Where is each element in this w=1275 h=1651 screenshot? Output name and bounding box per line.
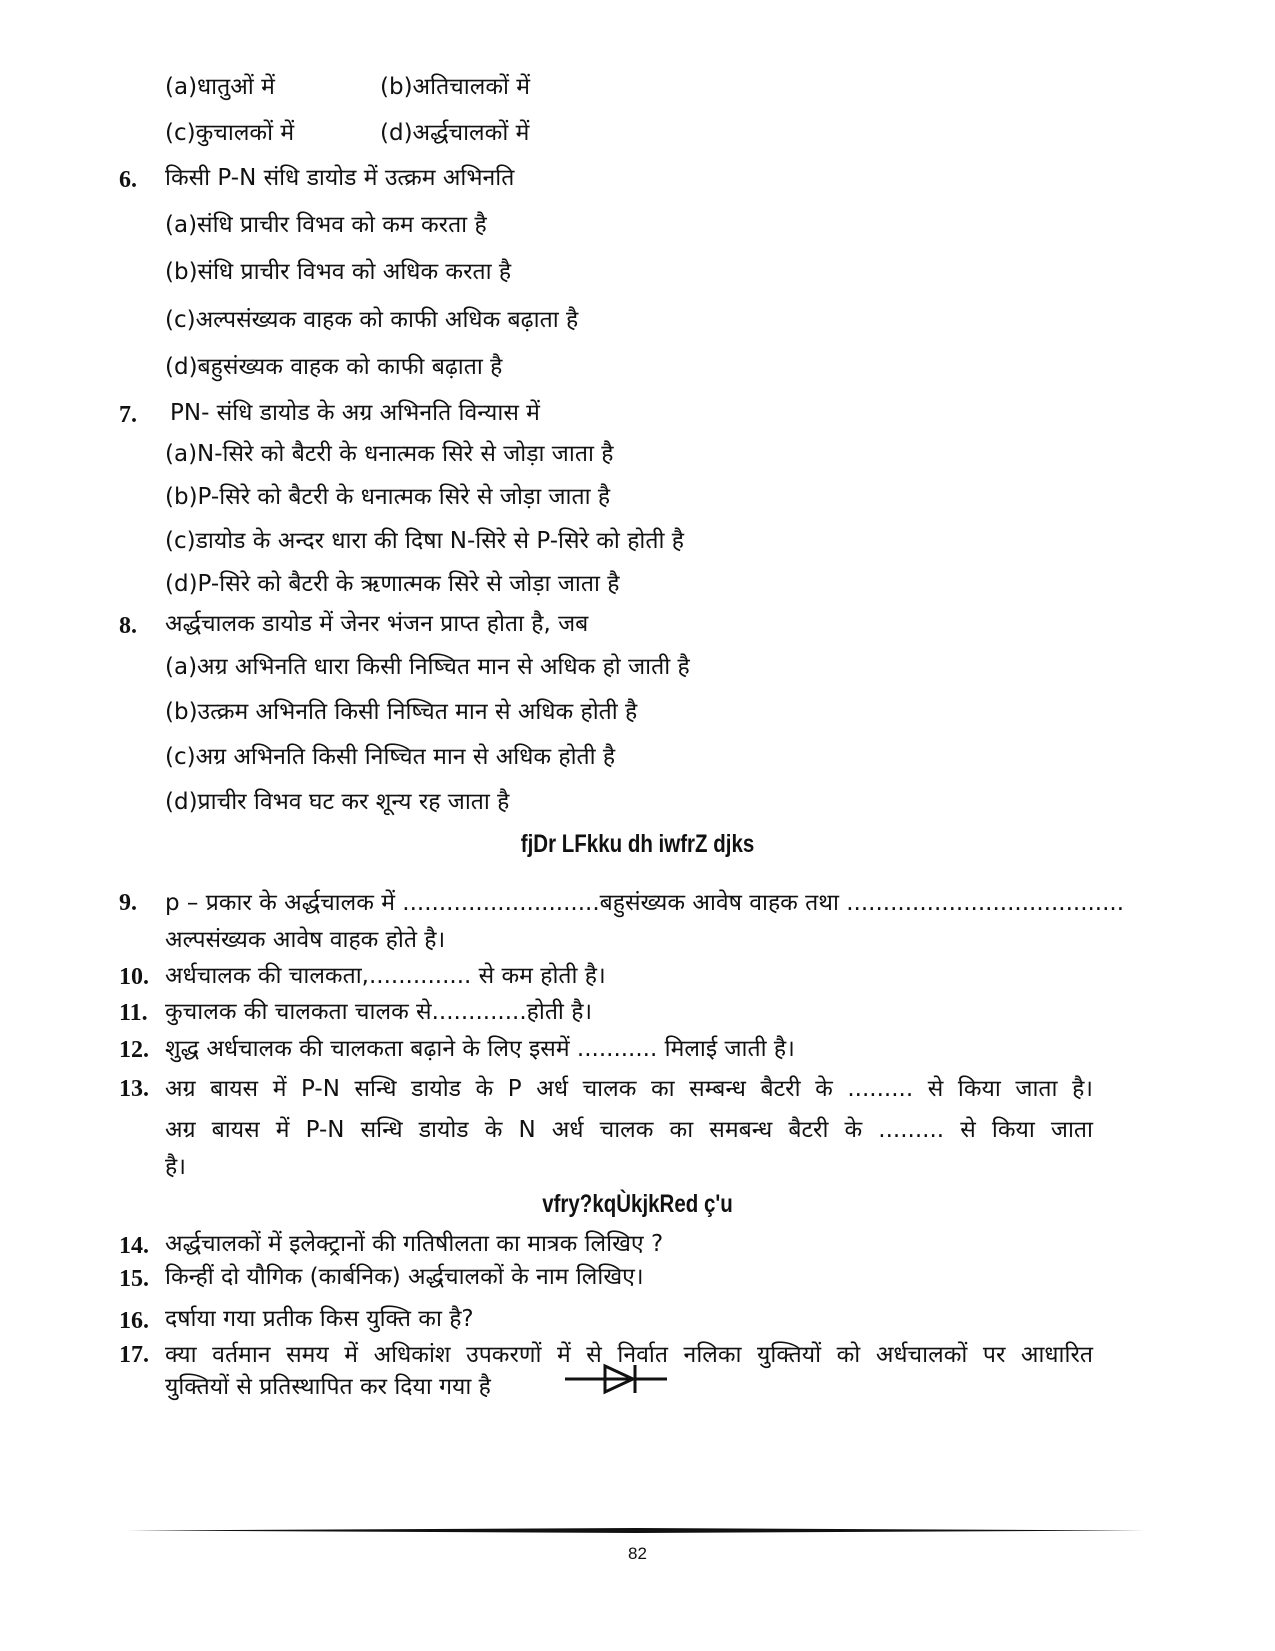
q8-option-d: (d)प्राचीर विभव घट कर शून्य रह जाता है	[165, 789, 510, 815]
q7-option-d: (d)P-सिरे को बैटरी के ऋणात्मक सिरे से जोड़ा जाता है	[165, 571, 620, 597]
q13-line-2: अग्र बायस में P-N सन्धि डायोड के N अर्ध चालक का समबन्ध बैटरी के ......... से किया जाता	[165, 1117, 1093, 1143]
q15-number: 15.	[119, 1266, 149, 1292]
q14-number: 14.	[119, 1233, 149, 1259]
page-number: 82	[628, 1544, 647, 1563]
q9-number: 9.	[119, 890, 137, 916]
q7-option-c: (c)डायोड के अन्दर धारा की दिषा N-सिरे से P-सिरे को होती है	[165, 528, 684, 554]
q13-line-1: अग्र बायस में P-N सन्धि डायोड के P अर्ध चालक का सम्बन्ध बैटरी के ......... से किया जाता है।	[165, 1076, 1093, 1102]
q8-option-c: (c)अग्र अभिनति किसी निष्चित मान से अधिक होती है	[165, 744, 616, 770]
q16-text: दर्षाया गया प्रतीक किस युक्ति का है?	[165, 1306, 474, 1332]
q9-line-2: अल्पसंख्यक आवेष वाहक होते है।	[165, 927, 446, 953]
q6-option-b: (b)संधि प्राचीर विभव को अधिक करता है	[165, 259, 512, 285]
q16-number: 16.	[119, 1308, 149, 1334]
q15-text: किन्हीं दो यौगिक (कार्बनिक) अर्द्धचालकों के नाम लिखिए।	[165, 1264, 644, 1290]
q11-number: 11.	[119, 1000, 148, 1026]
q14-text: अर्द्धचालकों में इलेक्ट्रानों की गतिषीलता का मात्रक लिखिए ?	[165, 1231, 664, 1257]
section-heading-fill-blanks: fjDr LFkku dh iwfrZ djks	[520, 830, 755, 858]
q8-option-b: (b)उत्क्रम अभिनति किसी निष्चित मान से अधिक होती है	[165, 699, 638, 725]
q8-option-a: (a)अग्र अभिनति धारा किसी निष्चित मान से अधिक हो जाती है	[165, 654, 690, 680]
q10-text: अर्धचालक की चालकता,.............. से कम होती है।	[165, 963, 606, 989]
q8-number: 8.	[119, 613, 137, 639]
q6-option-c: (c)अल्पसंख्यक वाहक को काफी अधिक बढ़ाता है	[165, 307, 579, 333]
q10-number: 10.	[119, 964, 149, 990]
q11-text: कुचालक की चालकता चालक से.............होती है।	[165, 999, 593, 1025]
footer-divider	[124, 1528, 1149, 1533]
q7-number: 7.	[119, 402, 137, 428]
q12-number: 12.	[119, 1037, 149, 1063]
q6-text: किसी P-N संधि डायोड में उत्क्रम अभिनति	[165, 165, 515, 191]
q6-option-d: (d)बहुसंख्यक वाहक को काफी बढ़ाता है	[165, 354, 503, 380]
q6-option-a: (a)संधि प्राचीर विभव को कम करता है	[165, 212, 487, 238]
q5-option-b: (b)अतिचालकों में	[380, 74, 531, 100]
q17-number: 17.	[119, 1342, 149, 1368]
q5-option-c: (c)कुचालकों में	[165, 120, 295, 146]
q17-line-2: युक्तियों से प्रतिस्थापित कर दिया गया है	[165, 1374, 491, 1400]
q13-line-3: है।	[165, 1154, 186, 1180]
q5-option-a: (a)धातुओं में	[165, 74, 275, 100]
q7-text: PN- संधि डायोड के अग्र अभिनति विन्यास में	[170, 400, 540, 426]
q7-option-a: (a)N-सिरे को बैटरी के धनात्मक सिरे से जोड़ा जाता है	[165, 441, 614, 467]
q7-option-b: (b)P-सिरे को बैटरी के धनात्मक सिरे से जोड़ा जाता है	[165, 484, 611, 510]
q13-number: 13.	[119, 1076, 149, 1102]
q12-text: शुद्ध अर्धचालक की चालकता बढ़ाने के लिए इसमें ........... मिलाई जाती है।	[165, 1036, 795, 1062]
section-heading-short-answer: vfry?kqÙkjkRed ç'u	[542, 1190, 733, 1218]
q17-line-1: क्या वर्तमान समय में अधिकांश उपकरणों में से निर्वात नलिका युक्तियों को अर्धचालकों पर आधारित	[165, 1342, 1093, 1368]
q9-line-1: p – प्रकार के अर्द्धचालक में ...........................बहुसंख्यक आवेष वाहक तथा ......................................	[165, 890, 1125, 916]
q6-number: 6.	[119, 167, 137, 193]
q8-text: अर्द्धचालक डायोड में जेनर भंजन प्राप्त होता है, जब	[165, 611, 589, 637]
q5-option-d: (d)अर्द्धचालकों में	[380, 120, 530, 146]
